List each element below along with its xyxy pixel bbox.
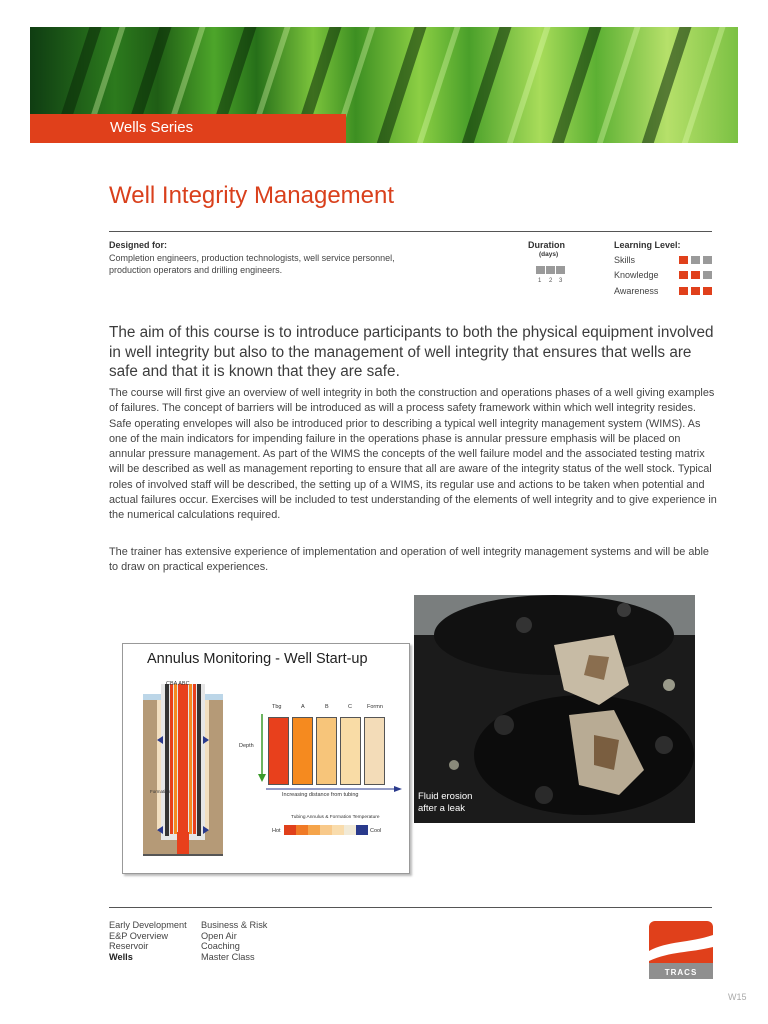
level-box: [703, 287, 712, 295]
level-box: [691, 287, 700, 295]
footer-link-business-risk[interactable]: Business & Risk: [201, 920, 268, 930]
legend-swatch: [356, 825, 368, 835]
column-label-formn: Formn: [367, 704, 383, 710]
legend-swatch: [320, 825, 332, 835]
temperature-column: [316, 717, 337, 785]
column-label-b: B: [325, 704, 329, 710]
legend-cool-label: Cool: [370, 828, 382, 834]
column-label-a: A: [301, 704, 305, 710]
logo-text: TRACS: [664, 968, 698, 977]
depth-arrow: [256, 714, 268, 784]
duration-tick-3: 3: [559, 278, 563, 284]
body-paragraph-1: The course will first give an overview of well integrity in both the construction and operations phases of a well giving examples of failures. The concept of barriers will be introduced as will a process safety framework within which well integrity resides. Safe operating envelopes will also be introduced prior to describing a typical well integrity management system (WIMS). As one of the main indicators for impending failure in the operations phase is annular pressure emphasis will be placed on annular pressure management. As part of the WIMS the concepts of the well failure model and the associated testing matrix will be described as well as management reporting to ensure that all are aware of the integrity status of the well stock. Typical roles of involved staff will be described, the setting up of a WIMS, its regular use and actions to be taken when potential and actual failures occur. Exercises will be included to test understanding of the elements of well integrity and to give experience in the numerical calculations required.: [109, 387, 717, 522]
formation-label: Formation: [150, 789, 171, 794]
footer-col-2: [201, 920, 267, 962]
level-box: [691, 256, 700, 264]
footer-link-open-air[interactable]: Open Air: [201, 930, 237, 941]
depth-label: Depth: [239, 743, 254, 749]
intro-paragraph: The aim of this course is to introduce participants to both the physical equipment involved in well integrity but also to the management of well integrity that ensures that wells are safe and that it is known that they are safe.: [109, 324, 714, 380]
page-code: W15: [728, 992, 747, 1002]
duration-heading: Duration: [528, 240, 565, 250]
well-schematic: [143, 680, 223, 860]
footer-link-coaching[interactable]: Coaching: [201, 941, 240, 951]
legend-swatch: [296, 825, 308, 835]
level-box: [691, 271, 700, 279]
level-box: [703, 271, 712, 279]
duration-box-2: [546, 266, 555, 274]
temperature-column: [268, 717, 289, 785]
legend-swatch: [308, 825, 320, 835]
level-label-awareness: Awareness: [614, 286, 659, 296]
duration-tick-2: 2: [549, 278, 553, 284]
temperature-column: [292, 717, 313, 785]
legend-swatch: [332, 825, 344, 835]
duration-box-1: [536, 266, 545, 274]
legend-title: Tubing Annulus & Formation Temperature: [291, 815, 380, 820]
footer-col-1: [109, 920, 187, 962]
well-top-label: CBA ABC: [166, 681, 190, 687]
photo-caption-line-2: after a leak: [418, 802, 465, 814]
footer-link-early-development[interactable]: Early Development: [109, 920, 187, 930]
column-label-tbg: Tbg: [272, 704, 282, 710]
column-label-c: C: [348, 704, 352, 710]
designed-for-text: Completion engineers, production technologists, well service personnel, production operators and drilling engineers.: [109, 253, 395, 275]
divider-top: [109, 231, 712, 232]
erosion-photo: [414, 595, 695, 823]
level-label-knowledge: Knowledge: [614, 270, 659, 280]
footer-link-reservoir[interactable]: Reservoir: [109, 941, 149, 951]
footer-link-master-class[interactable]: Master Class: [201, 951, 255, 962]
level-box: [679, 256, 688, 264]
tracs-logo-icon: [649, 921, 713, 979]
learning-level-heading: Learning Level:: [614, 240, 681, 250]
designed-for-heading: Designed for:: [109, 240, 168, 250]
temperature-column: [340, 717, 361, 785]
distance-label: Increasing distance from tubing: [282, 792, 359, 798]
footer-link-wells[interactable]: Wells: [109, 951, 133, 962]
legend-swatch: [344, 825, 356, 835]
page-title: Well Integrity Management: [109, 182, 395, 209]
erosion-photo-illustration: [414, 595, 695, 823]
legend-hot-label: Hot: [272, 828, 281, 834]
duration-tick-1: 1: [538, 278, 542, 284]
diagram-title: Annulus Monitoring - Well Start-up: [147, 651, 368, 667]
photo-caption-line-1: Fluid erosion: [418, 791, 473, 802]
temperature-column: [364, 717, 385, 785]
duration-unit: (days): [539, 251, 559, 258]
level-label-skills: Skills: [614, 255, 636, 265]
level-box: [679, 287, 688, 295]
duration-box-3: [556, 266, 565, 274]
level-box: [679, 271, 688, 279]
series-label: Wells Series: [110, 119, 194, 136]
legend-swatch: [284, 825, 296, 835]
footer-link-ep-overview[interactable]: E&P Overview: [109, 930, 169, 941]
level-box: [703, 256, 712, 264]
photo-caption: [418, 791, 472, 814]
body-paragraph-2: The trainer has extensive experience of implementation and operation of well integrity management systems and will be able to draw on practical experiences.: [109, 546, 709, 574]
divider-bottom: [109, 907, 712, 908]
